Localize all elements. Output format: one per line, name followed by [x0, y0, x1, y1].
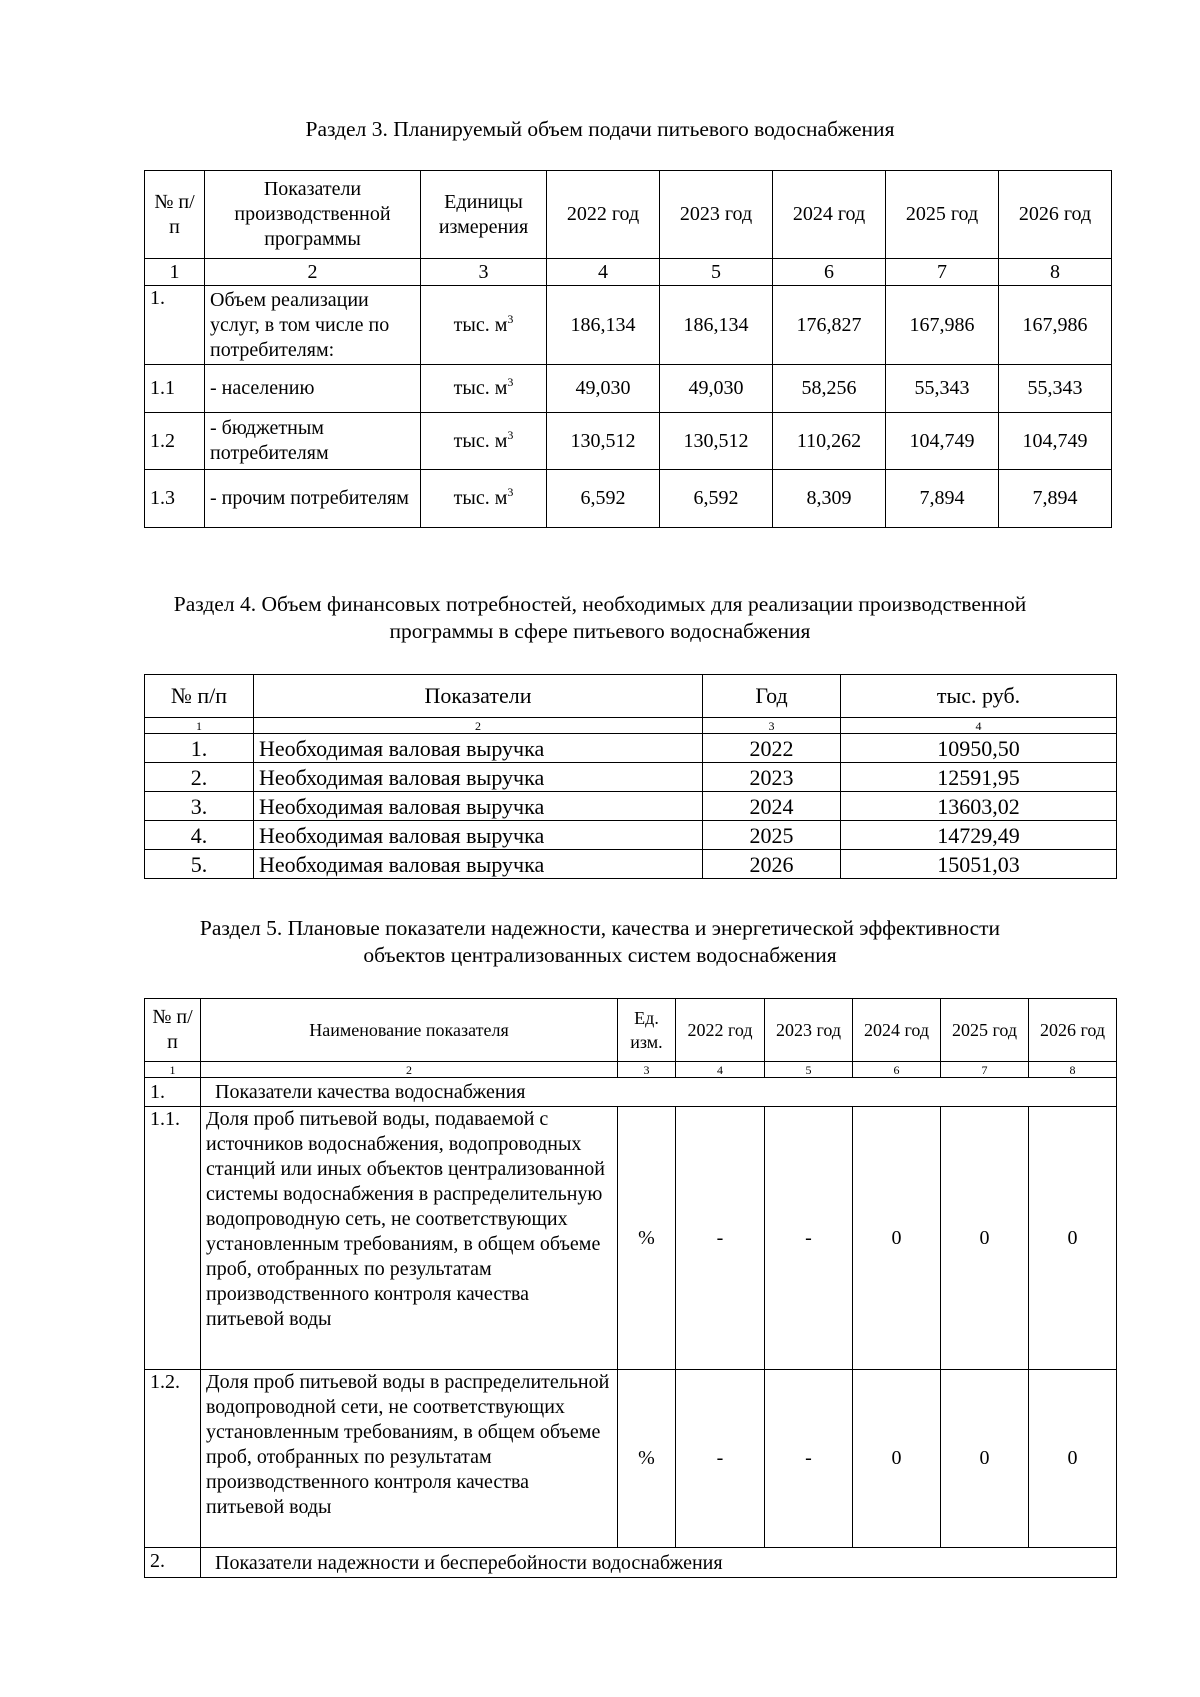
col-header-indicator: Показатели производственной программы — [205, 171, 421, 259]
column-number: 5 — [660, 259, 773, 286]
value-2022: 186,134 — [547, 286, 660, 365]
section4-title-line1: Раздел 4. Объем финансовых потребностей, необходимых для реализации производственной — [173, 592, 1027, 616]
row-unit — [421, 413, 547, 470]
value-2025: 7,894 — [886, 470, 999, 528]
value-2026: 55,343 — [999, 365, 1112, 413]
unit-superscript: 3 — [507, 311, 514, 326]
value-2023: - — [765, 1107, 853, 1370]
col-header-unit: Единицы измерения — [421, 171, 547, 259]
table-row — [145, 850, 1117, 879]
column-number: 2 — [205, 259, 421, 286]
table-row — [145, 763, 1117, 792]
table-row — [145, 792, 1117, 821]
value-2023: 130,512 — [660, 413, 773, 470]
row-amount: 12591,95 — [841, 763, 1117, 792]
value-2024: 176,827 — [773, 286, 886, 365]
section4-title-line2: программы в сфере питьевого водоснабжения — [389, 619, 811, 643]
group-number: 1. — [145, 1078, 201, 1107]
value-2022: 6,592 — [547, 470, 660, 528]
value-2024: 110,262 — [773, 413, 886, 470]
row-amount: 10950,50 — [841, 734, 1117, 763]
column-number: 3 — [618, 1062, 676, 1078]
col-header-year: Год — [703, 675, 841, 718]
value-2024: 58,256 — [773, 365, 886, 413]
col-header-amount: тыс. руб. — [841, 675, 1117, 718]
column-number: 6 — [773, 259, 886, 286]
row-name: - прочим потребителям — [205, 470, 421, 528]
row-number: 1.3 — [145, 470, 205, 528]
col-header-2022: 2022 год — [676, 999, 765, 1062]
column-number: 2 — [201, 1062, 618, 1078]
col-header-indicator: Показатели — [254, 675, 703, 718]
col-header-2025: 2025 год — [886, 171, 999, 259]
unit-text: тыс. м — [453, 313, 508, 336]
column-number: 4 — [547, 259, 660, 286]
col-header-2024: 2024 год — [853, 999, 941, 1062]
unit-text: тыс. м — [453, 487, 508, 509]
row-year: 2026 — [703, 850, 841, 879]
row-name: Необходимая валовая выручка — [254, 734, 703, 763]
row-amount: 14729,49 — [841, 821, 1117, 850]
column-number: 6 — [853, 1062, 941, 1078]
row-year: 2024 — [703, 792, 841, 821]
row-name: Доля проб питьевой воды в распределительной водопроводной сети, не соответствующих установленным требованиям, в общем объеме проб, отобранных по результатам производственного контроля качества питьевой воды — [201, 1370, 618, 1548]
column-number: 2 — [254, 718, 703, 734]
row-name: Необходимая валовая выручка — [254, 763, 703, 792]
row-number: 1.1. — [145, 1107, 201, 1370]
value-2023: 49,030 — [660, 365, 773, 413]
column-number: 7 — [941, 1062, 1029, 1078]
row-number: 1. — [145, 734, 254, 763]
row-number: 1. — [145, 286, 205, 365]
value-2025: 0 — [941, 1107, 1029, 1370]
column-number: 3 — [421, 259, 547, 286]
value-2022: - — [676, 1370, 765, 1548]
group-number: 2. — [145, 1548, 201, 1578]
column-number: 8 — [1029, 1062, 1117, 1078]
column-number: 5 — [765, 1062, 853, 1078]
row-name: Объем реализации услуг, в том числе по потребителям: — [205, 286, 421, 365]
group-row — [145, 1548, 1117, 1578]
row-name: Необходимая валовая выручка — [254, 821, 703, 850]
section5-title-line2: объектов централизованных систем водоснабжения — [363, 943, 837, 967]
section5-table — [144, 998, 1117, 1578]
value-2024: 8,309 — [773, 470, 886, 528]
column-number: 4 — [676, 1062, 765, 1078]
table-row — [145, 734, 1117, 763]
row-year: 2022 — [703, 734, 841, 763]
group-row — [145, 1078, 1117, 1107]
row-unit — [421, 470, 547, 528]
value-2026: 0 — [1029, 1107, 1117, 1370]
value-2024: 0 — [853, 1370, 941, 1548]
table-header-row — [145, 999, 1117, 1062]
column-number: 3 — [703, 718, 841, 734]
row-unit: % — [618, 1370, 676, 1548]
column-number: 1 — [145, 1062, 201, 1078]
col-header-2023: 2023 год — [660, 171, 773, 259]
unit-superscript: 3 — [507, 485, 514, 499]
row-unit: % — [618, 1107, 676, 1370]
table-row — [145, 286, 1112, 365]
section5-title-line1: Раздел 5. Плановые показатели надежности, качества и энергетической эффективности — [199, 916, 1001, 940]
row-amount: 15051,03 — [841, 850, 1117, 879]
table-row — [145, 413, 1112, 470]
value-2026: 104,749 — [999, 413, 1112, 470]
row-year: 2025 — [703, 821, 841, 850]
unit-superscript: 3 — [507, 427, 514, 442]
value-2023: 6,592 — [660, 470, 773, 528]
table-header-row — [145, 171, 1112, 259]
column-number: 7 — [886, 259, 999, 286]
unit-text: тыс. м — [453, 377, 508, 399]
row-number: 4. — [145, 821, 254, 850]
unit-text: тыс. м — [453, 429, 508, 452]
value-2022: 130,512 — [547, 413, 660, 470]
table-row — [145, 1370, 1117, 1548]
row-name: - населению — [205, 365, 421, 413]
section4-table — [144, 674, 1117, 879]
value-2022: - — [676, 1107, 765, 1370]
column-number: 8 — [999, 259, 1112, 286]
column-number-row — [145, 718, 1117, 734]
col-header-num: № п/п — [145, 675, 254, 718]
row-number: 1.2. — [145, 1370, 201, 1548]
section3-table — [144, 170, 1112, 528]
col-header-2022: 2022 год — [547, 171, 660, 259]
column-number-row — [145, 1062, 1117, 1078]
section3-title: Раздел 3. Планируемый объем подачи питьевого водоснабжения — [305, 117, 895, 141]
column-number: 1 — [145, 259, 205, 286]
value-2026: 7,894 — [999, 470, 1112, 528]
col-header-2023: 2023 год — [765, 999, 853, 1062]
row-unit — [421, 286, 547, 365]
column-number: 1 — [145, 718, 254, 734]
col-header-indicator: Наименование показателя — [201, 999, 618, 1062]
table-row — [145, 821, 1117, 850]
column-number: 4 — [841, 718, 1117, 734]
table-row — [145, 1107, 1117, 1370]
value-2026: 0 — [1029, 1370, 1117, 1548]
column-number-row — [145, 259, 1112, 286]
col-header-2025: 2025 год — [941, 999, 1029, 1062]
value-2022: 49,030 — [547, 365, 660, 413]
col-header-unit: Ед. изм. — [618, 999, 676, 1062]
unit-superscript: 3 — [507, 375, 514, 389]
table-row — [145, 365, 1112, 413]
row-year: 2023 — [703, 763, 841, 792]
table-header-row — [145, 675, 1117, 718]
row-number: 3. — [145, 792, 254, 821]
row-number: 1.2 — [145, 413, 205, 470]
row-name: Необходимая валовая выручка — [254, 850, 703, 879]
value-2025: 0 — [941, 1370, 1029, 1548]
value-2023: - — [765, 1370, 853, 1548]
col-header-2026: 2026 год — [1029, 999, 1117, 1062]
group-name: Показатели надежности и бесперебойности водоснабжения — [201, 1548, 1117, 1578]
row-name: Необходимая валовая выручка — [254, 792, 703, 821]
value-2025: 167,986 — [886, 286, 999, 365]
value-2025: 55,343 — [886, 365, 999, 413]
row-number: 1.1 — [145, 365, 205, 413]
row-name: - бюджетным потребителям — [205, 413, 421, 470]
row-name: Доля проб питьевой воды, подаваемой с источников водоснабжения, водопроводных станций или иных объектов централизованной системы водоснабжения в распределительную водопроводную сеть, не соответствующих установленным требованиям, в общем объеме проб, отобранных по результатам производственного контроля качества питьевой воды — [201, 1107, 618, 1370]
col-header-num: № п/п — [145, 171, 205, 259]
col-header-2026: 2026 год — [999, 171, 1112, 259]
row-unit — [421, 365, 547, 413]
value-2026: 167,986 — [999, 286, 1112, 365]
value-2023: 186,134 — [660, 286, 773, 365]
row-amount: 13603,02 — [841, 792, 1117, 821]
row-number: 5. — [145, 850, 254, 879]
col-header-2024: 2024 год — [773, 171, 886, 259]
value-2025: 104,749 — [886, 413, 999, 470]
col-header-num: № п/п — [145, 999, 201, 1062]
row-number: 2. — [145, 763, 254, 792]
group-name: Показатели качества водоснабжения — [201, 1078, 1117, 1107]
table-row — [145, 470, 1112, 528]
value-2024: 0 — [853, 1107, 941, 1370]
